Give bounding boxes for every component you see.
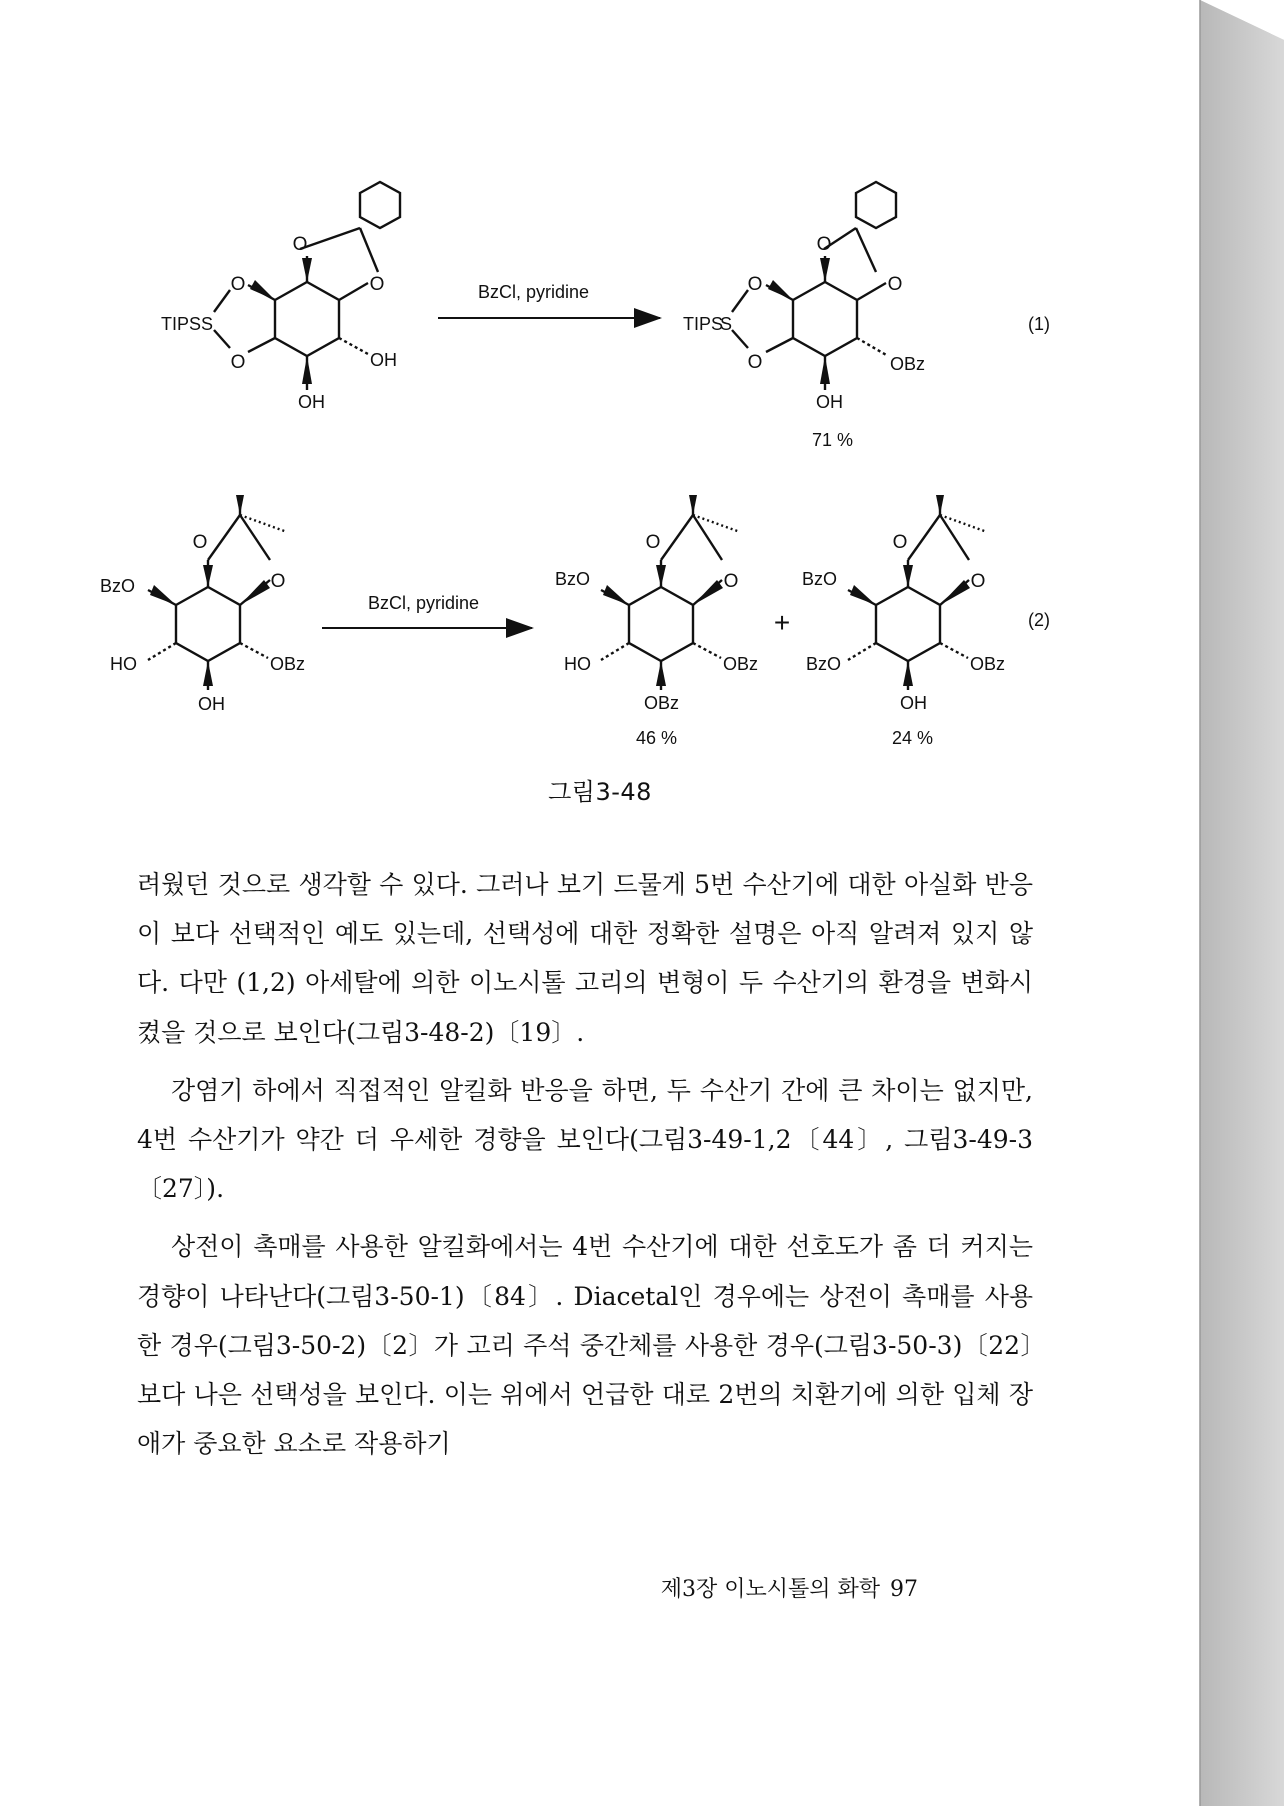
equation-number: (2) bbox=[1028, 610, 1050, 630]
paragraph: 상전이 촉매를 사용한 알킬화에서는 4번 수산기에 대한 선호도가 좀 더 커지는 경향이 나타난다(그림3-50-1)〔84〕. Diacetal인 경우에는 상전이 촉매를 사용한 경우(그림3-50-2)〔2〕가 고리 주석 중간체를 사용한 경우(그림3-50-3)〔22〕보다 나은 선택성을 보인다. 이는 위에서 언급한 대로 2번의 치환기에 의한 입체 장애가 중요한 요소로 작용하기 bbox=[137, 1232, 1033, 1459]
obz-label: OBz bbox=[970, 654, 1006, 674]
reaction2-product-a bbox=[601, 500, 740, 690]
figure-caption: 그림3-48 bbox=[548, 778, 652, 806]
body-text bbox=[137, 860, 1033, 1477]
atom-o: O bbox=[892, 532, 908, 553]
obz-label: OBz bbox=[723, 654, 759, 674]
reaction2-reagent: BzCl, pyridine bbox=[368, 593, 480, 613]
atom-o: O bbox=[270, 571, 286, 592]
yield-label: 24 % bbox=[892, 728, 934, 748]
bzo-label: BzO bbox=[100, 576, 136, 596]
reaction-scheme bbox=[0, 0, 1200, 760]
plus-sign: + bbox=[773, 607, 791, 638]
page-footer bbox=[651, 1572, 918, 1603]
yield-label: 71 % bbox=[812, 430, 854, 450]
atom-o: O bbox=[887, 274, 903, 295]
oh-label: OH bbox=[816, 392, 843, 412]
atom-o: O bbox=[747, 352, 763, 373]
atom-o: O bbox=[230, 274, 246, 295]
reaction1-reagent: BzCl, pyridine bbox=[478, 282, 590, 302]
reaction2-product-b bbox=[848, 500, 987, 690]
obz-label: OBz bbox=[644, 693, 680, 713]
oh-label: OH bbox=[370, 350, 397, 370]
tips-label: TIPS bbox=[161, 314, 202, 334]
reaction2-starting-material bbox=[148, 500, 287, 690]
bzo-label: BzO bbox=[555, 569, 591, 589]
yield-label: 46 % bbox=[636, 728, 678, 748]
paragraph: 려웠던 것으로 생각할 수 있다. 그러나 보기 드물게 5번 수산기에 대한 아실화 반응이 보다 선택적인 예도 있는데, 선택성에 대한 정확한 설명은 아직 알려져 있지 않다. 다만 (1,2) 아세탈에 의한 이노시톨 고리의 변형이 두 수산기의 환경을 변화시켰을 것으로 보인다(그림3-48-2)〔19〕. bbox=[137, 870, 1033, 1047]
atom-o: O bbox=[970, 571, 986, 592]
equation-number: (1) bbox=[1028, 314, 1050, 334]
oh-label: OH bbox=[198, 694, 225, 714]
ho-label: HO bbox=[110, 654, 137, 674]
atom-o: O bbox=[723, 571, 739, 592]
tips-label: TIPS bbox=[683, 314, 724, 334]
obz-label: OBz bbox=[270, 654, 306, 674]
oh-label: OH bbox=[900, 693, 927, 713]
atom-o: O bbox=[747, 274, 763, 295]
obz-label: OBz bbox=[890, 354, 926, 374]
bzo-label: BzO bbox=[806, 654, 842, 674]
running-footer-chapter: 제3장 이노시톨의 화학 bbox=[660, 1577, 880, 1602]
atom-s: S bbox=[201, 314, 214, 334]
atom-o: O bbox=[192, 532, 208, 553]
page-number: 97 bbox=[890, 1577, 918, 1602]
atom-o: O bbox=[230, 352, 246, 373]
bzo-label: BzO bbox=[802, 569, 838, 589]
oh-label: OH bbox=[298, 392, 325, 412]
atom-o: O bbox=[816, 234, 832, 255]
ho-label: HO bbox=[564, 654, 591, 674]
atom-s: S bbox=[720, 314, 733, 334]
atom-o: O bbox=[369, 274, 385, 295]
paragraph: 강염기 하에서 직접적인 알킬화 반응을 하면, 두 수산기 간에 큰 차이는 없지만, 4번 수산기가 약간 더 우세한 경향을 보인다(그림3-49-1,2〔44〕, 그림3-49-3〔27〕). bbox=[137, 1075, 1033, 1204]
atom-o: O bbox=[645, 532, 661, 553]
atom-o: O bbox=[292, 234, 308, 255]
